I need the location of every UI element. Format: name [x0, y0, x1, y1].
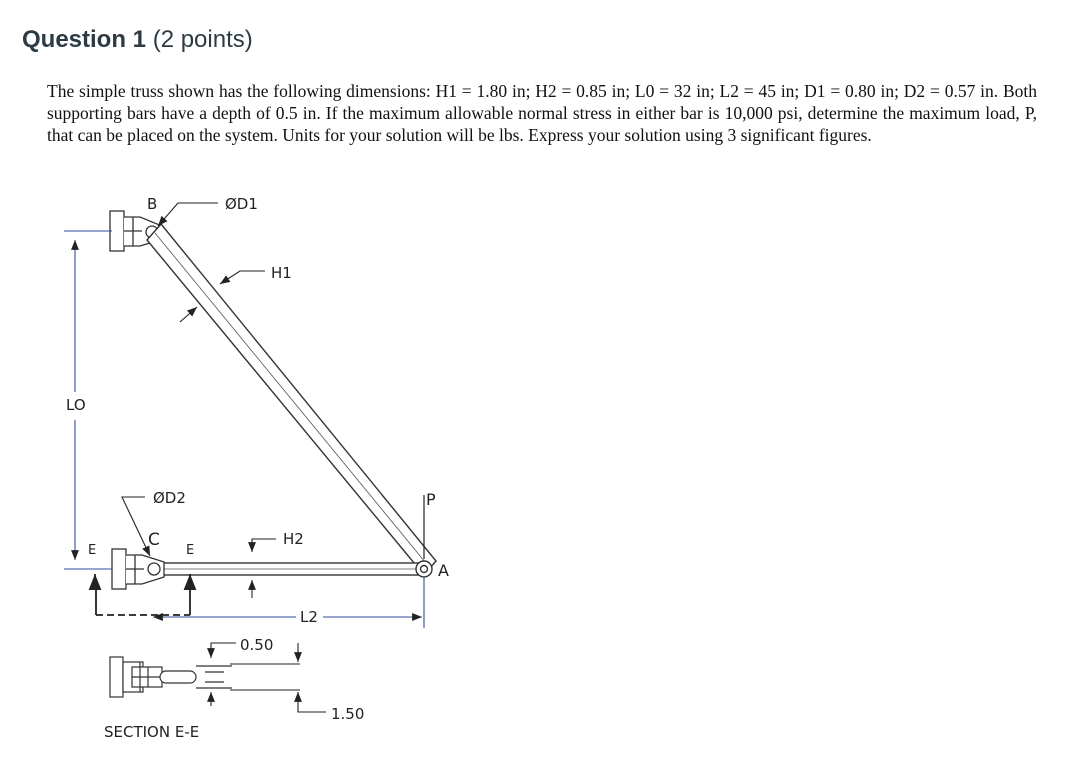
dim-h1-bottom [180, 307, 197, 322]
label-150: 1.50 [331, 705, 365, 723]
label-l0: LO [66, 396, 86, 414]
label-h1: H1 [271, 264, 292, 282]
label-e-left: E [88, 543, 97, 558]
dim-050-top [211, 643, 236, 658]
question-points: (2 points) [152, 26, 253, 53]
label-p: P [426, 490, 436, 509]
label-050: 0.50 [240, 636, 274, 654]
label-c: C [148, 530, 160, 550]
question-text: The simple truss shown has the following dimensions: H1 = 1.80 in; H2 = 0.85 in; L0 = 32 in; L2 = 45 in; D1 = 0.80 in; D2 = 0.57 in. Both supporting bars have a depth of 0.5 in. If the maximum allowable normal stress in either bar is 10,000 psi, determine the maximum load, P, that can be placed on the system. Units for your solution will be lbs. Express your solution using 3 significant figures. [47, 81, 1037, 145]
label-e-right: E [186, 543, 195, 558]
label-a: A [438, 561, 449, 580]
label-section: SECTION E-E [104, 723, 200, 741]
section-view [110, 657, 232, 697]
question-number: Question 1 [22, 26, 147, 53]
label-h2: H2 [283, 530, 304, 548]
label-l2: L2 [300, 608, 318, 626]
label-d1: ØD1 [225, 195, 258, 213]
dim-h2-top [252, 539, 276, 552]
leader-d1 [158, 203, 218, 226]
pin-a [416, 561, 432, 577]
bracket-c [112, 549, 164, 589]
dim-h1-top [220, 271, 265, 284]
bar-ca [160, 563, 428, 575]
leader-d2 [122, 497, 150, 556]
label-d2: ØD2 [153, 489, 186, 507]
dimension-l2 [153, 578, 424, 628]
label-b: B [147, 195, 158, 213]
